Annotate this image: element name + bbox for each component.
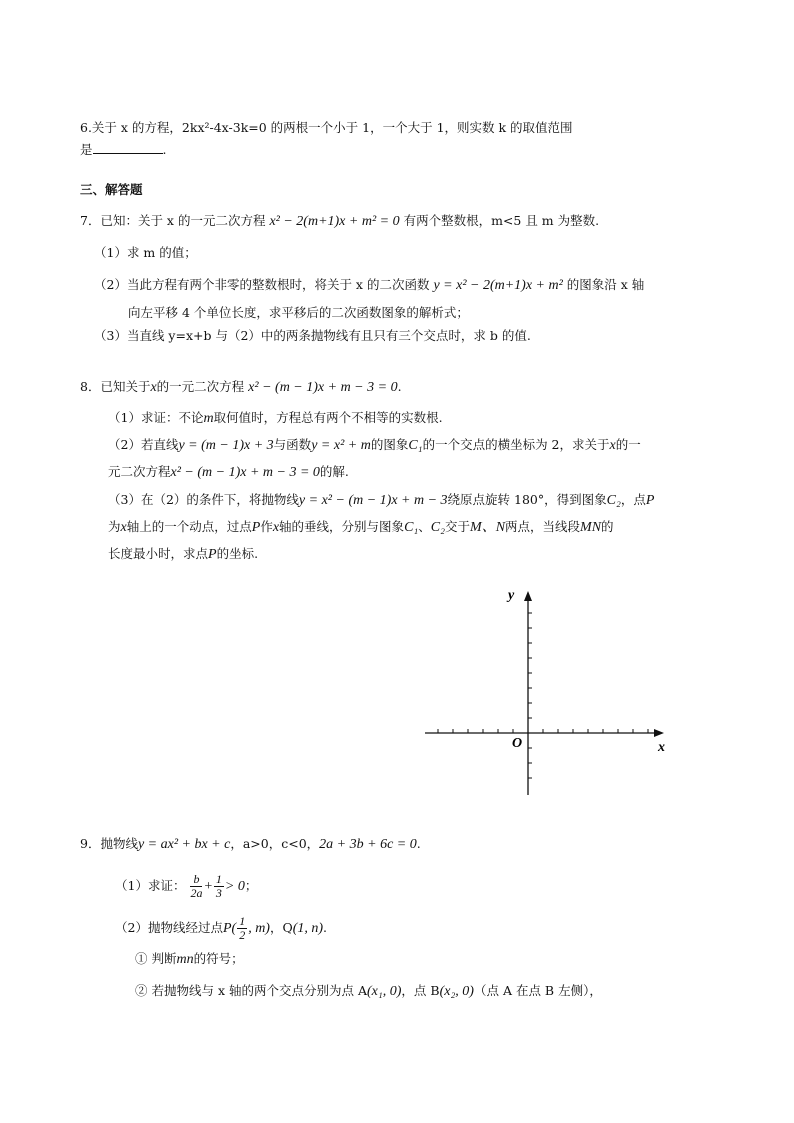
q9-intro <box>80 835 421 854</box>
q8-p3-d: 为 <box>108 519 121 534</box>
q8-p2-d: 的一个交点的横坐标为 2，求关于 <box>422 437 610 452</box>
plus-sign: + <box>203 879 213 894</box>
q8-p3-x2: x <box>272 520 280 535</box>
q9-s2-c: （点 A 在点 B 左侧）， <box>473 983 602 998</box>
q9-condition: 2a + 3b + 6c = 0 <box>319 837 417 852</box>
q9-intro-b: ，a>0，c<0， <box>230 836 320 851</box>
q8-p3-h: 、 <box>418 519 431 534</box>
q6-suffix: . <box>162 142 167 157</box>
q9-part2 <box>115 914 327 943</box>
q7-intro-a: 7．已知：关于 x 的一元二次方程 <box>80 213 266 228</box>
q9-p2-a: （2）抛物线经过点 <box>115 920 223 935</box>
point-p-open: P( <box>222 921 237 936</box>
q8-p3-a: （3）在（2）的条件下，将抛物线 <box>108 492 299 507</box>
y-axis-label: y <box>508 588 515 603</box>
q8-intro-c: . <box>397 379 402 394</box>
q9-sub1 <box>135 950 244 969</box>
q8-p3-l: 长度最小时，求点 <box>108 546 209 561</box>
q8-part2-cont <box>108 463 349 482</box>
q6-line2 <box>80 141 167 159</box>
q7-intro-b: 有两个整数根，m<5 且 m 为整数. <box>403 213 600 228</box>
q8-p3-f: 作 <box>260 519 273 534</box>
q8-p2-c1: C₁ <box>408 438 423 453</box>
section-title: 三、解答题 <box>80 182 143 197</box>
origin-label: O <box>512 736 523 751</box>
coordinate-axes-figure <box>420 585 680 805</box>
q6-line1 <box>80 119 573 137</box>
q9-s1-mn: mn <box>176 952 194 967</box>
q9-p2-c: . <box>323 920 328 935</box>
q8-p3-mn2: MN <box>580 520 602 535</box>
q8-p3-b: 绕原点旋转 180°，得到图象 <box>447 492 607 507</box>
q8-p2-line: y = (m − 1)x + 3 <box>178 438 274 453</box>
q8-p2-c: 的图象 <box>370 437 409 452</box>
frac2-numerator: 1 <box>215 872 222 886</box>
q7-p2-equation: y = x² − 2(m+1)x + m² <box>433 278 563 293</box>
q9-s2-a: ② 若抛物线与 x 轴的两个交点分别为点 A <box>135 983 367 998</box>
q9-p2-b: ，Q <box>269 920 293 935</box>
q6-prefix: 是 <box>80 142 93 157</box>
answer-blank[interactable] <box>93 141 163 154</box>
q7-p2-a: （2）当此方程有两个非零的整数根时，将关于 x 的二次函数 <box>94 277 430 292</box>
q8-p3-mn: M、N <box>470 520 506 535</box>
frac2-denominator: 3 <box>215 886 222 900</box>
fraction-b-over-2a <box>190 873 202 900</box>
q8-p3-k: 的 <box>601 519 614 534</box>
q9-s2-b: ，点 B <box>401 983 440 998</box>
q9-s1-a: ① 判断 <box>135 951 177 966</box>
q8-p3-g: 轴的垂线，分别与图象 <box>279 519 405 534</box>
half-numerator: 1 <box>239 914 246 928</box>
q8-p3-eq: y = x² − (m − 1)x + m − 3 <box>298 493 448 508</box>
q8-p3-m: 的坐标. <box>216 546 259 561</box>
q9-s1-b: 的符号； <box>193 951 244 966</box>
x-axis-label: x <box>658 740 665 755</box>
q8-p3-c1b: C₁ <box>404 520 419 535</box>
q7-part1: （1）求 m 的值； <box>94 245 197 260</box>
q8-p2-eq2: x² − (m − 1)x + m − 3 = 0 <box>170 465 320 480</box>
q8-p1-m: m <box>203 411 214 426</box>
q8-intro-a: 8．已知关于 <box>80 379 151 394</box>
q8-p2-a: （2）若直线 <box>108 437 179 452</box>
q8-p3-c2b: C₂ <box>430 520 446 535</box>
q8-p3-c2: C₂ <box>606 493 621 508</box>
q9-p1-ineq: > 0 <box>224 879 245 894</box>
frac1-numerator: b <box>190 873 202 887</box>
q8-p3-c: ，点 <box>620 492 646 507</box>
q8-p3-p: P <box>645 493 655 508</box>
half-denominator: 2 <box>239 928 246 942</box>
q8-intro-b: 的一元二次方程 <box>156 379 245 394</box>
q8-var-x: x <box>150 380 157 395</box>
q8-equation: x² − (m − 1)x + m − 3 = 0 <box>248 380 398 395</box>
q6-text: 6.关于 x 的方程，2kx²-4x-3k=0 的两根一个小于 1，一个大于 1，则实数 k 的取值范围 <box>80 120 573 135</box>
q7-intro <box>80 212 599 231</box>
q9-p1-c: ； <box>244 878 258 893</box>
q7-part2 <box>94 276 644 295</box>
q8-p2-f: 元二次方程 <box>108 464 171 479</box>
q8-p3-p3: P <box>208 547 217 562</box>
q7-part3: （3）当直线 y=x+b 与（2）中的两条抛物线有且只有三个交点时，求 b 的值. <box>94 328 531 343</box>
q9-intro-a: 9．抛物线 <box>80 836 138 851</box>
q9-intro-c: . <box>416 836 421 851</box>
q7-p2-b: 的图象沿 x 轴 <box>566 277 645 292</box>
q8-p3-j: 两点，当线段 <box>505 519 581 534</box>
q7-part2-cont: 向左平移 4 个单位长度，求平移后的二次函数图象的解析式； <box>128 305 469 320</box>
q8-p1-b: 取何值时，方程总有两个不相等的实数根. <box>213 410 443 425</box>
x-axis-arrow <box>654 729 664 737</box>
q9-equation: y = ax² + bx + c <box>137 837 231 852</box>
q8-part1 <box>108 409 443 428</box>
q8-p2-e: 的一 <box>615 437 641 452</box>
q8-p3-e: 轴上的一个动点，过点 <box>126 519 252 534</box>
point-p-close: , m) <box>248 921 270 936</box>
q8-p3-x: x <box>120 520 127 535</box>
q7-equation: x² − 2(m+1)x + m² = 0 <box>269 214 400 229</box>
q8-p1-a: （1）求证：不论 <box>108 410 204 425</box>
q8-p2-g: 的解. <box>319 464 349 479</box>
q9-part1 <box>115 872 257 901</box>
q9-sub2 <box>135 982 602 1001</box>
q8-part3-cont1 <box>108 518 614 537</box>
q8-p3-i: 交于 <box>445 519 471 534</box>
point-a: (x₁, 0) <box>366 984 402 999</box>
point-q: (1, n) <box>292 921 324 936</box>
q8-part2 <box>108 436 641 455</box>
point-b: (x₂, 0) <box>439 984 474 999</box>
q8-p2-b: 与函数 <box>273 437 312 452</box>
q8-intro <box>80 378 402 397</box>
q8-p2-x: x <box>609 438 616 453</box>
q8-p2-func: y = x² + m <box>311 438 371 453</box>
fraction-one-half <box>237 915 247 942</box>
q8-part3-cont2 <box>108 545 258 564</box>
q9-p1-a: （1）求证： <box>115 878 186 893</box>
y-axis-arrow <box>524 591 532 601</box>
q8-part3 <box>108 491 654 510</box>
fraction-one-third <box>214 873 224 900</box>
q8-p3-p2: P <box>251 520 261 535</box>
frac1-denominator: 2a <box>190 886 203 900</box>
